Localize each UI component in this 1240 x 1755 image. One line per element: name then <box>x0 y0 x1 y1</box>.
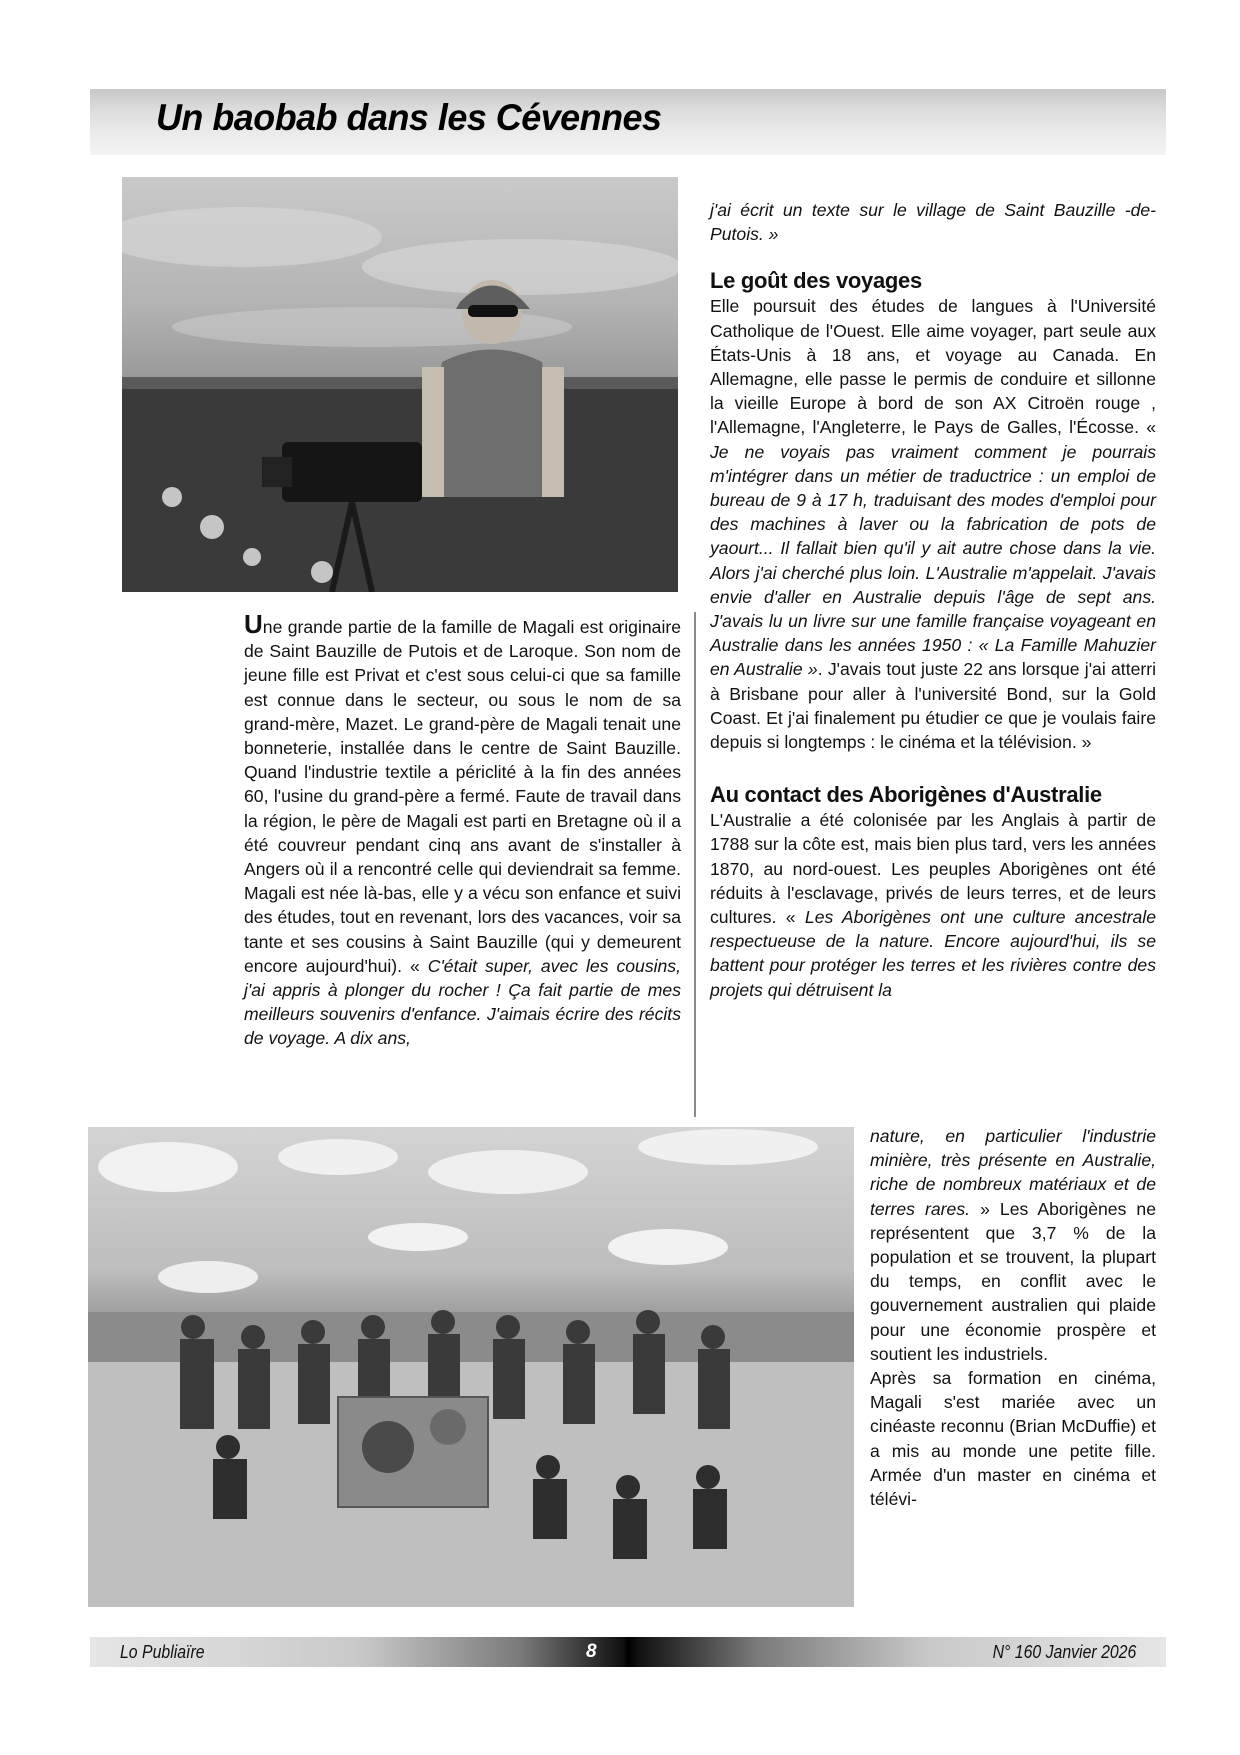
spacer <box>710 754 1156 782</box>
issue-info: N° 160 Janvier 2026 <box>992 1642 1136 1662</box>
voyages-paragraph <box>710 294 1156 754</box>
column-divider <box>694 612 696 1117</box>
intro-text: ne grande partie de la famille de Magali est originaire de Saint Bauzille de Putois et de Laroque. Son nom de jeune fille est Privat et c'est sous celui-ci que sa famille est connue dans le secteur, ou sous le nom de sa grand-mère, Mazet. Le grand-père de Magali tenait une bonneterie, installée dans le centre de Saint Bauzille. Quand l'industrie textile a périclité à la fin des années 60, l'usine du grand-père a fermé. Faute de travail dans la région, le père de Magali est parti en Bretagne où il a été couvreur pendant cinq ans avant de s'installer à Angers où il a rencontré celle qui deviendrait sa femme. Magali est née là-bas, elle y a vécu son enfance et suivi des études, tout en revenant, lors des vacances, voir sa tante et ses cousins à Saint Bauzille (qui y demeurent encore aujourd'hui). « <box>244 617 681 976</box>
publication-name: Lo Publiaïre <box>120 1642 205 1662</box>
aborigenes-text: L'Australie a été colonisée par les Anglais à partir de 1788 sur la côte est, mais bien plus tard, vers les années 1870, au nord-ouest. Les peuples Aborigènes ont été réduits à l'esclavage, privés de leurs terres, et de leurs cultures. « <box>710 810 1156 928</box>
intro-quote: C'était super, avec les cousins, j'ai appris à plonger du rocher ! Ça fait partie de mes meilleurs souvenirs d'enfance. J'aimais écrire des récits de voyage. A dix ans, <box>244 955 681 1049</box>
left-column-text <box>244 609 681 1051</box>
page-title: Un baobab dans les Cévennes <box>156 97 662 138</box>
intro-paragraph <box>244 609 681 1051</box>
bottom-photo <box>88 1127 854 1607</box>
page-header <box>90 89 1166 155</box>
aborigenes-text-end: » Les Aborigènes ne représentent que 3,7 % de la population et se trouvent, la plupart du temps, en conflit avec le gouvernement australien qui plaide pour une économie prospère et soutient les industriels. <box>870 1198 1157 1364</box>
top-photo <box>122 177 678 592</box>
aborigenes-continued <box>870 1124 1156 1366</box>
voyages-text-end: . J'avais tout juste 22 ans lorsque j'ai atterri à Brisbane pour aller à l'université Bond, sur la Gold Coast. Et j'ai finalement pu étudier ce que je voulais faire depuis si longtemps : le cinéma et la télévision. » <box>710 659 1156 753</box>
right-lower-column-text <box>870 1124 1156 1511</box>
aborigenes-quote: Les Aborigènes ont une culture ancestrale respectueuse de la nature. Encore aujourd'hui, ils se battent pour protéger les terres et les rivières contre des projets qui détruisent la <box>710 907 1156 1000</box>
aborigenes-paragraph <box>710 808 1156 1002</box>
section-title-aborigenes: Au contact des Aborigènes d'Australie <box>710 782 1102 808</box>
formation-paragraph: Après sa formation en cinéma, Magali s'est mariée avec un cinéaste reconnu (Brian McDuffie) et a mis au monde une petite fille. Armée d'un master en cinéma et télévi- <box>870 1368 1156 1510</box>
woman-camera-photo-icon <box>122 177 678 592</box>
spacer <box>710 246 1156 268</box>
section-title-voyages: Le goût des voyages <box>710 268 922 294</box>
right-column-text <box>710 198 1156 1002</box>
continued-quote: j'ai écrit un texte sur le village de Saint Bauzille -de-Putois. » <box>710 200 1156 245</box>
group-photo-icon <box>88 1127 854 1607</box>
voyages-text: Elle poursuit des études de langues à l'Université Catholique de l'Ouest. Elle aime voyager, part seule aux États-Unis à 18 ans, et voyage au Canada. En Allemagne, elle passe le permis de conduire et sillonne la vieille Europe à bord de son AX Citroën rouge , l'Allemagne, l'Angleterre, le Pays de Galles, l'Écosse. « <box>710 296 1156 438</box>
aborigenes-quote-end: nature, en particulier l'industrie minière, très présente en Australie, riche de nombreux matériaux et de terres rares. <box>870 1126 1156 1219</box>
page-number: 8 <box>586 1641 597 1662</box>
voyages-quote: Je ne voyais pas vraiment comment je pourrais m'intégrer dans un métier de traductrice : un emploi de bureau de 9 à 17 h, traduisant des modes d'emploi pour des machines à laver ou la fabrication de pots de yaourt... Il fallait bien qu'il y ait autre chose dans la vie. Alors j'ai cherché plus loin. L'Australie m'appelait. J'avais envie d'aller en Australie depuis l'âge de sept ans. J'avais lu un livre sur une famille française voyageant en Australie dans les années 1950 : « La Famille Mahuzier en Australie » <box>710 441 1156 680</box>
page-footer <box>90 1637 1166 1667</box>
dropcap: U <box>244 609 263 639</box>
